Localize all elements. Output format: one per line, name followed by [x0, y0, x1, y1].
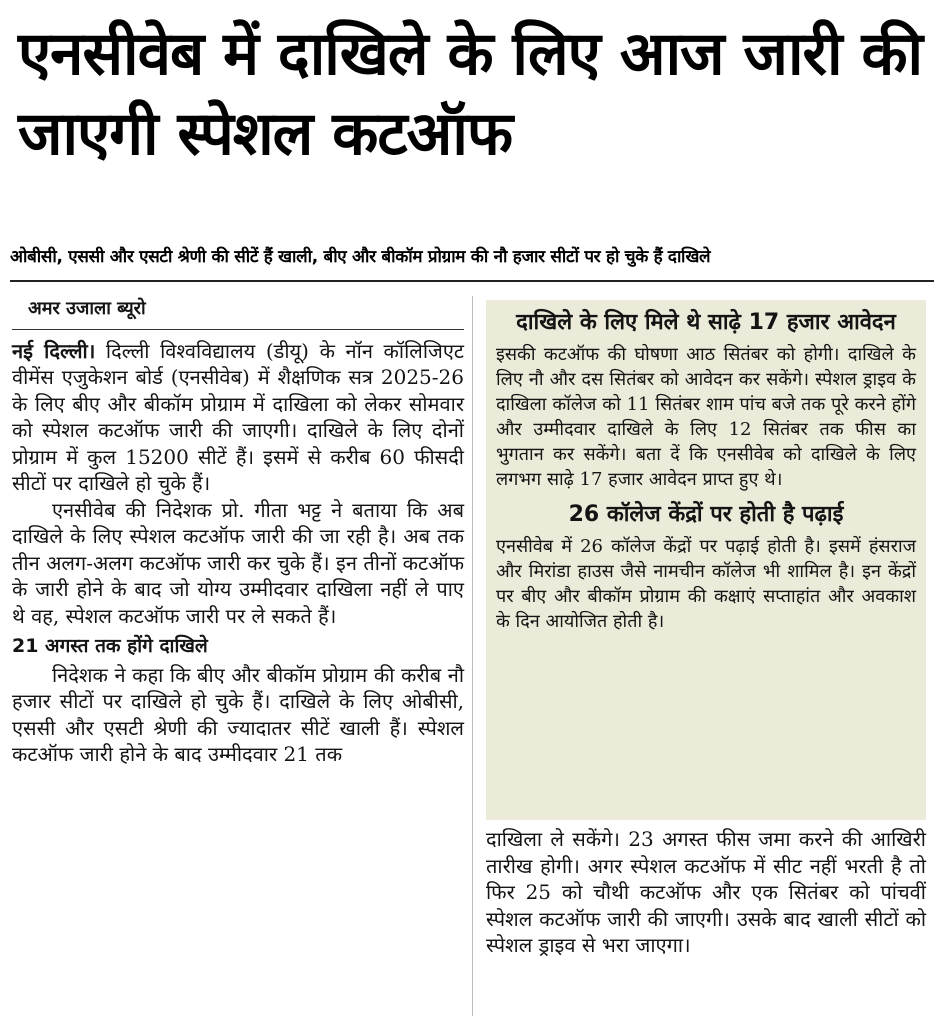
paragraph-text: दिल्ली विश्वविद्यालय (डीयू) के नॉन कॉलिजिएट वीमेंस एजुकेशन बोर्ड (एनसीवेब) में शैक्षणिक सत्र 2025-26 के लिए बीए और बीकॉम प्रोग्राम में दाखिला को लेकर सोमवार को स्पेशल कटऑफ जारी की जाएगी। दाखिले के लिए दोनों प्रोग्राम में कुल 15200 सीटें हैं। इसमें से करीब 60 फीसदी सीटों पर दाखिले हो चुके हैं।: [12, 338, 464, 495]
byline: अमर उजाला ब्यूरो: [12, 296, 464, 330]
divider: [10, 280, 934, 282]
box-heading-1: दाखिले के लिए मिले थे साढ़े 17 हजार आवेदन: [516, 310, 896, 335]
article-paragraph-4: दाखिला ले सकेंगे। 23 अगस्त फीस जमा करने की आखिरी तारीख होगी। अगर स्पेशल कटऑफ में सीट नहीं भरती है तो फिर 25 को चौथी कटऑफ और एक सितंबर को पांचवीं स्पेशल कटऑफ जारी की जाएगी। उसके बाद खाली सीटों को स्पेशल ड्राइव से भरा जाएगा।: [486, 827, 926, 957]
article-paragraph-2: एनसीवेब की निदेशक प्रो. गीता भट्ट ने बताया कि अब दाखिले के लिए स्पेशल कटऑफ जारी की जा रही है। अब तक तीन अलग-अलग कटऑफ जारी कर चुके हैं। इन तीनों कटऑफ के जारी होने के बाद जो योग्य उम्मीदवार दाखिला नहीं ले पाए थे वह, स्पेशल कटऑफ जारी पर ले सकते हैं।: [12, 497, 464, 628]
headline: एनसीवेब में दाखिले के लिए आज जारी की जाएगी स्पेशल कटऑफ: [18, 19, 923, 169]
column-divider: [472, 296, 473, 1016]
article-paragraph-1: [12, 338, 464, 497]
dateline: नई दिल्ली।: [12, 338, 96, 363]
article-left-column: [12, 296, 464, 768]
article-right-column: [486, 826, 926, 959]
box-paragraph-1: इसकी कटऑफ की घोषणा आठ सितंबर को होगी। दाखिले के लिए नौ और दस सितंबर को आवेदन कर सकेंगे। स्पेशल ड्राइव के दाखिला कॉलेज को 11 सितंबर शाम पांच बजे तक पूरे करने होंगे और उम्मीदवार दाखिले के लिए 12 सितंबर तक फीस का भुगतान कर सकेंगे। बता दें कि एनसीवेब को दाखिले के लिए लगभग साढ़े 17 हजार आवेदन प्राप्त हुए थे।: [496, 344, 916, 490]
box-heading-2: 26 कॉलेज केंद्रों पर होती है पढ़ाई: [568, 502, 844, 527]
subheadline: ओबीसी, एससी और एसटी श्रेणी की सीटें हैं खाली, बीए और बीकॉम प्रोग्राम की नौ हजार सीटों पर हो चुके हैं दाखिले: [10, 247, 711, 267]
box-paragraph-2: एनसीवेब में 26 कॉलेज केंद्रों पर पढ़ाई होती है। इसमें हंसराज और मिरांडा हाउस जैसे नामचीन कॉलेज भी शामिल है। इन केंद्रों पर बीए और बीकॉम प्रोग्राम की कक्षाएं सप्ताहांत और अवकाश के दिन आयोजित होती है।: [496, 536, 916, 632]
sidebar-box: [486, 300, 926, 820]
article-paragraph-3: निदेशक ने कहा कि बीए और बीकॉम प्रोग्राम की करीब नौ हजार सीटों पर दाखिले हो चुके हैं। दाखिले के लिए ओबीसी, एससी और एसटी श्रेणी की ज्यादातर सीटें खाली हैं। स्पेशल कटऑफ जारी होने के बाद उम्मीदवार 21 तक: [12, 662, 465, 766]
article-subheading: 21 अगस्त तक होंगे दाखिले: [12, 635, 208, 657]
